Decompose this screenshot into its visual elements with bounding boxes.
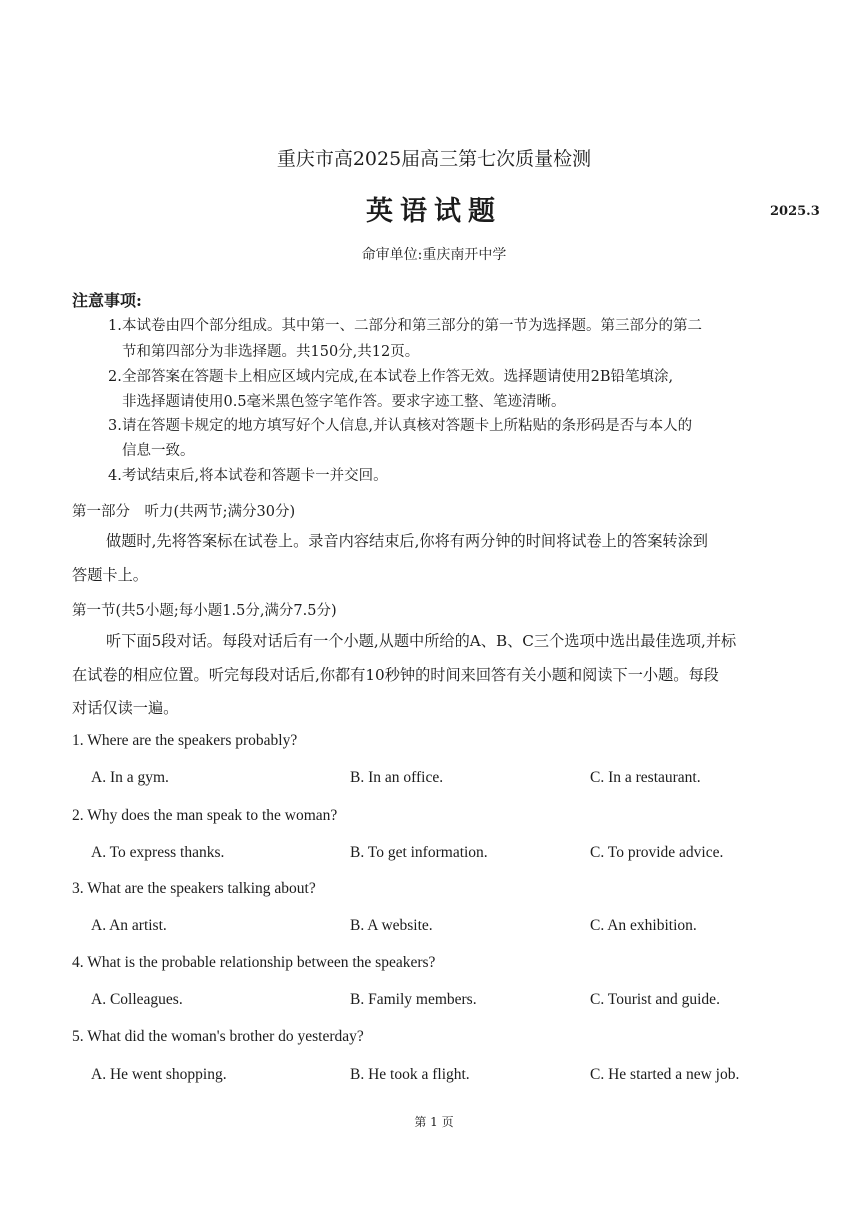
- option-a: A. To express thanks.: [91, 844, 225, 861]
- part1-intro-cont: 答题卡上。: [72, 566, 148, 584]
- part1-title: 第一部分 听力(共两节;满分30分): [72, 504, 296, 520]
- notice-item-cont: 非选择题请使用0.5毫米黑色签字笔作答。要求字迹工整、笔迹清晰。: [122, 394, 566, 410]
- notice-item: 3.请在答题卡规定的地方填写好个人信息,并认真核对答题卡上所粘贴的条形码是否与本人的: [108, 418, 693, 434]
- notice-heading: 注意事项:: [72, 291, 142, 310]
- exam-date: 2025.3: [770, 204, 820, 219]
- option-a: A. He went shopping.: [91, 1066, 227, 1083]
- option-c: C. An exhibition.: [590, 917, 697, 934]
- author-unit: 命审单位:重庆南开中学: [361, 247, 507, 263]
- option-b: B. Family members.: [350, 991, 477, 1008]
- notice-item-cont: 节和第四部分为非选择题。共150分,共12页。: [122, 344, 420, 360]
- section1-intro-cont: 对话仅读一遍。: [72, 699, 179, 717]
- option-a: A. In a gym.: [91, 769, 169, 786]
- option-c: C. He started a new job.: [590, 1066, 740, 1083]
- question-4: 4. What is the probable relationship between the speakers?: [72, 954, 436, 971]
- section1-intro: 听下面5段对话。每段对话后有一个小题,从题中所给的A、B、C三个选项中选出最佳选项,并标: [106, 632, 737, 650]
- subject-title: 英语试题: [366, 196, 502, 227]
- option-a: A. Colleagues.: [91, 991, 183, 1008]
- part1-intro: 做题时,先将答案标在试卷上。录音内容结束后,你将有两分钟的时间将试卷上的答案转涂到: [106, 532, 708, 550]
- notice-item: 2.全部答案在答题卡上相应区域内完成,在本试卷上作答无效。选择题请使用2B铅笔填涂,: [108, 369, 674, 385]
- section1-intro-cont: 在试卷的相应位置。听完每段对话后,你都有10秒钟的时间来回答有关小题和阅读下一小题。每段: [72, 666, 719, 684]
- option-a: A. An artist.: [91, 917, 167, 934]
- page-number: 第 1 页: [414, 1115, 454, 1129]
- option-c: C. Tourist and guide.: [590, 991, 720, 1008]
- option-b: B. To get information.: [350, 844, 488, 861]
- section1-title: 第一节(共5小题;每小题1.5分,满分7.5分): [72, 603, 337, 619]
- option-c: C. In a restaurant.: [590, 769, 701, 786]
- question-3: 3. What are the speakers talking about?: [72, 880, 316, 897]
- option-b: B. A website.: [350, 917, 433, 934]
- exam-title: 重庆市高2025届高三第七次质量检测: [276, 148, 592, 170]
- notice-item: 1.本试卷由四个部分组成。其中第一、二部分和第三部分的第一节为选择题。第三部分的第二: [108, 318, 702, 334]
- question-1: 1. Where are the speakers probably?: [72, 732, 298, 749]
- option-b: B. He took a flight.: [350, 1066, 470, 1083]
- question-5: 5. What did the woman's brother do yesterday?: [72, 1028, 364, 1045]
- option-c: C. To provide advice.: [590, 844, 724, 861]
- question-2: 2. Why does the man speak to the woman?: [72, 807, 338, 824]
- option-b: B. In an office.: [350, 769, 444, 786]
- notice-item-cont: 信息一致。: [122, 443, 195, 459]
- notice-item: 4.考试结束后,将本试卷和答题卡一并交回。: [108, 468, 388, 484]
